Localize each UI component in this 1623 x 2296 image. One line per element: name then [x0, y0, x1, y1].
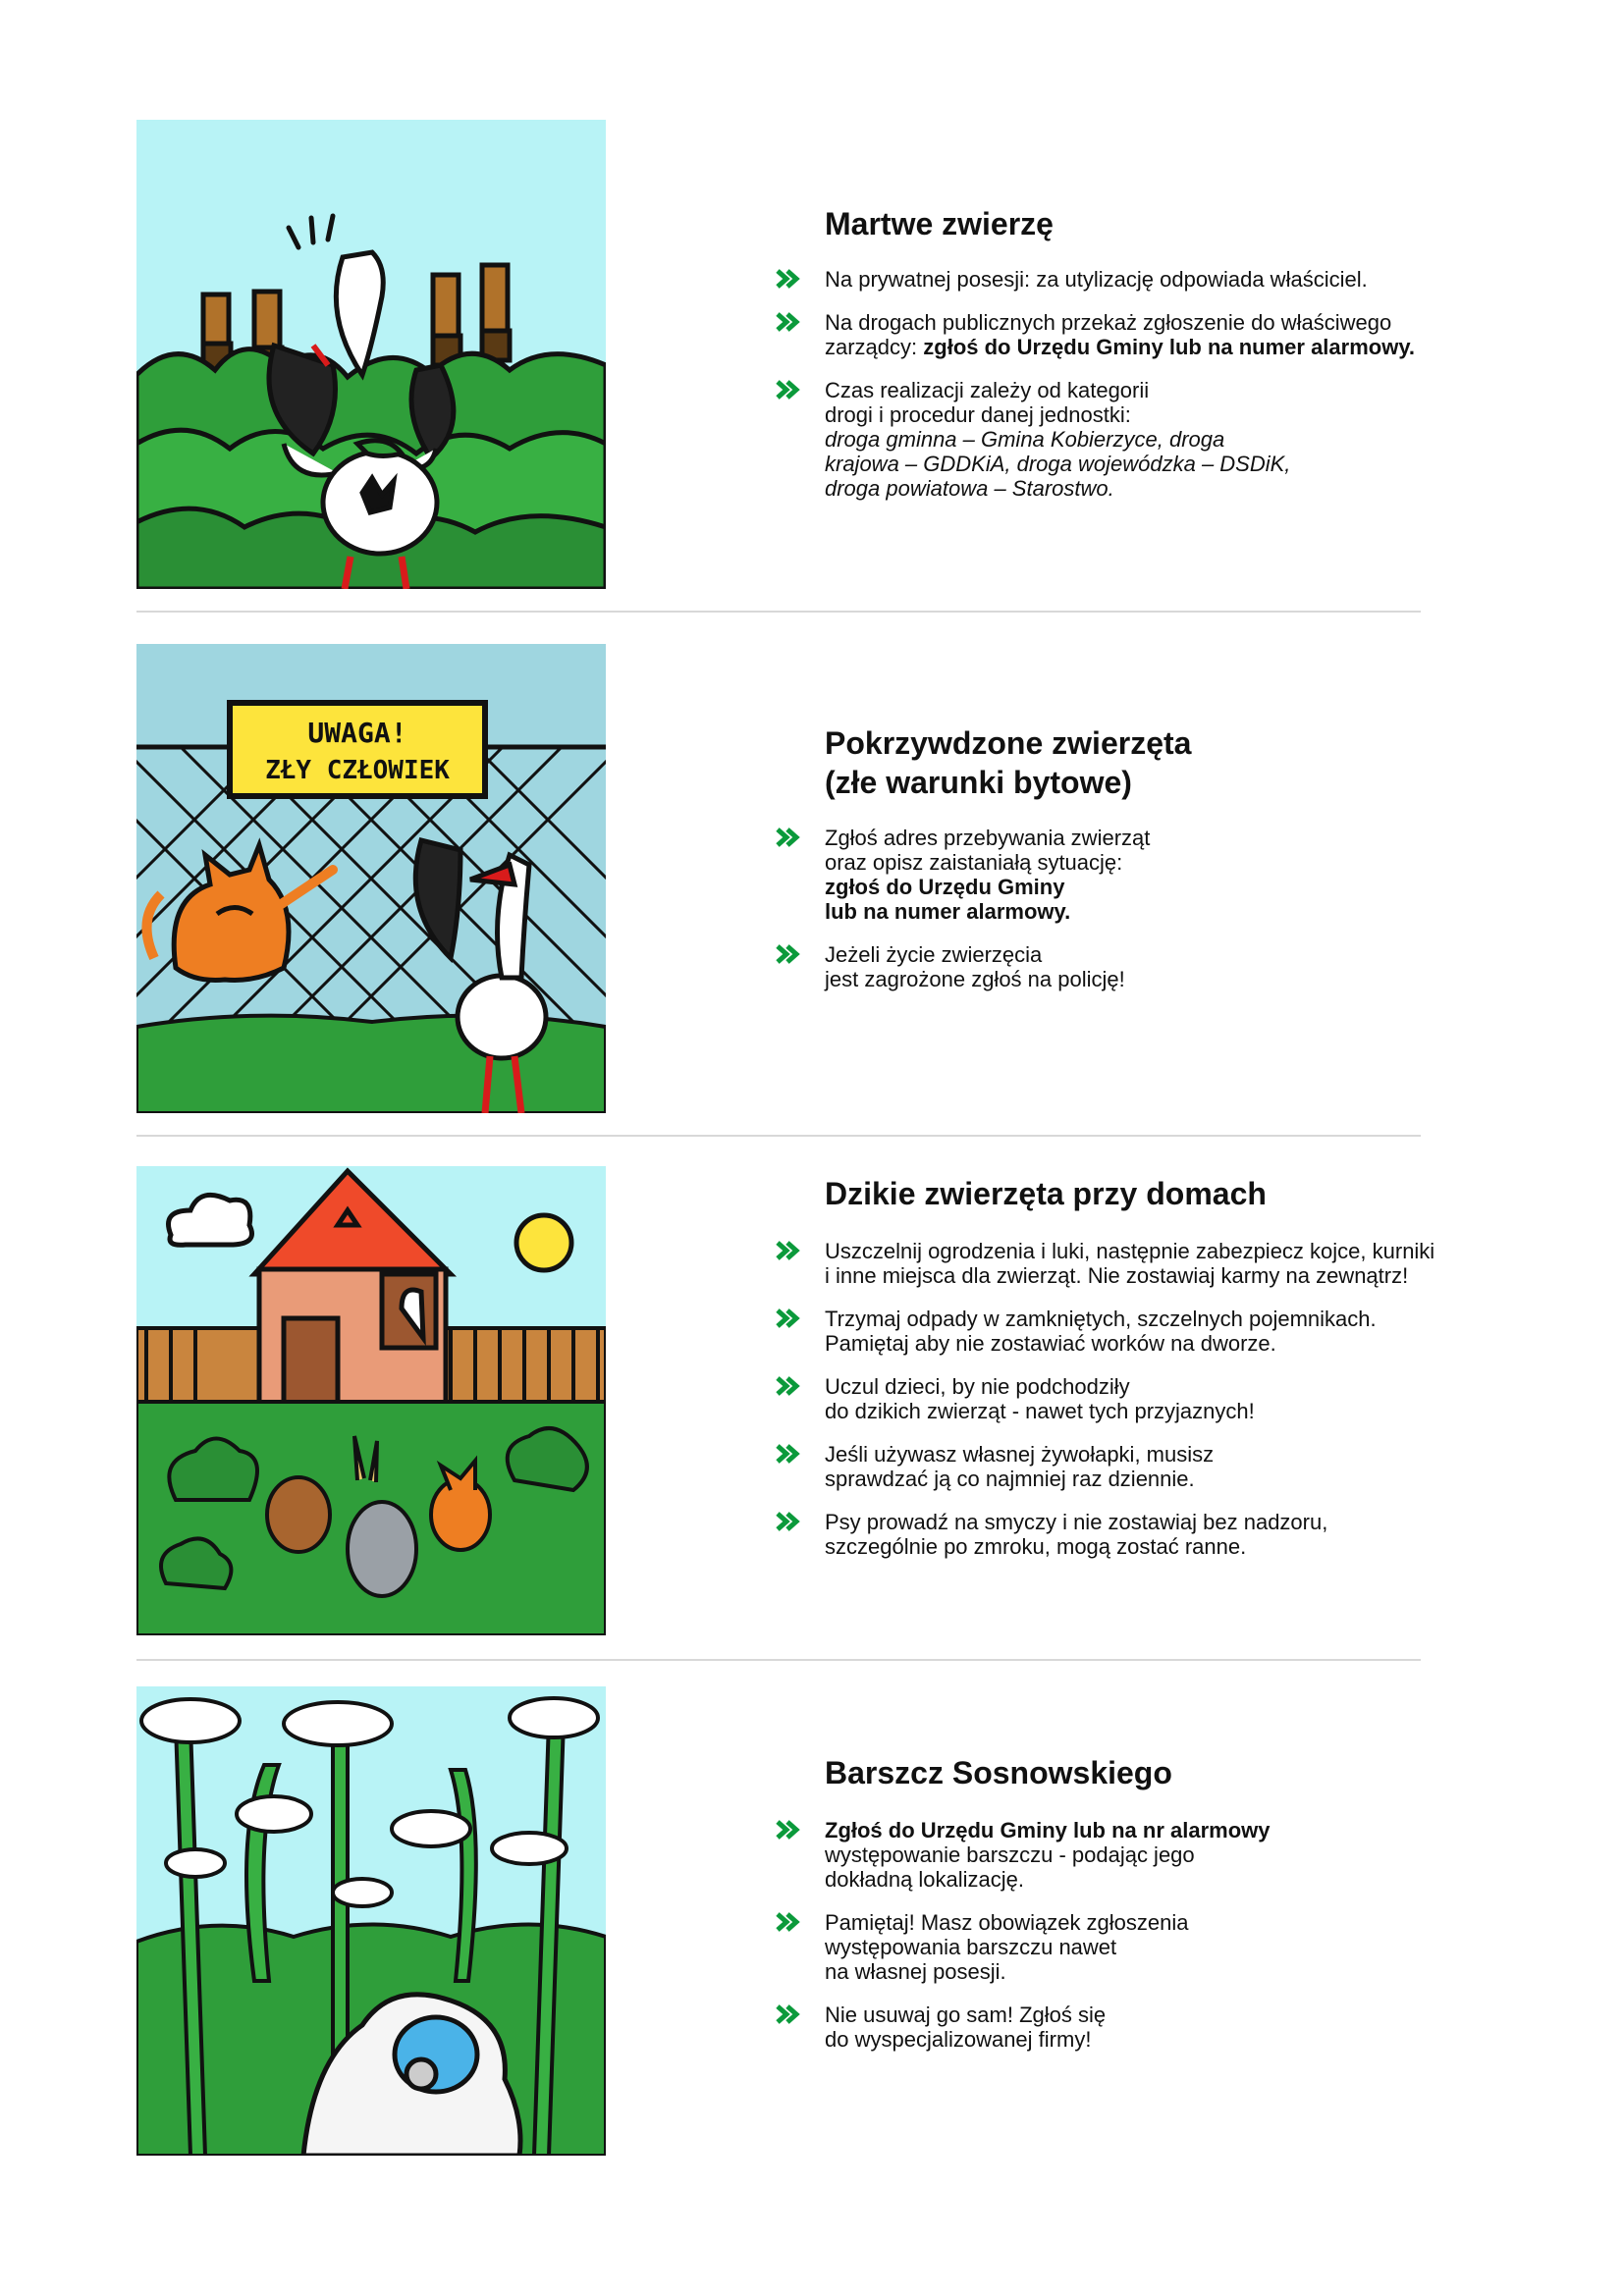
- text-segment: Nie usuwaj go sam! Zgłoś się: [825, 2002, 1107, 2027]
- double-chevron-icon: [776, 1241, 801, 1260]
- text-line: [825, 1510, 1512, 1534]
- text-line: [825, 875, 1512, 899]
- illustration-stork-in-bushes: [136, 120, 606, 589]
- list-item: [825, 1307, 1512, 1356]
- text-segment: krajowa – GDDKiA, droga wojewódzka – DSDiK,: [825, 452, 1291, 476]
- section-title: Dzikie zwierzęta przy domach: [825, 1176, 1267, 1211]
- illustration-house-animals: [136, 1166, 606, 1635]
- text-line: [825, 2027, 1512, 2052]
- text-line: [825, 826, 1512, 850]
- section-title: Martwe zwierzę: [825, 206, 1054, 241]
- list-item: [825, 942, 1512, 991]
- text-line: [825, 1910, 1512, 1935]
- list-item: [825, 1442, 1512, 1491]
- double-chevron-icon: [776, 1376, 801, 1396]
- text-segment: droga powiatowa – Starostwo.: [825, 476, 1114, 501]
- text-segment: dokładną lokalizację.: [825, 1867, 1025, 1892]
- text-line: [825, 1374, 1512, 1399]
- text-line: [825, 1467, 1512, 1491]
- list-item: [825, 826, 1512, 924]
- double-chevron-icon: [776, 380, 801, 400]
- text-segment: i inne miejsca dla zwierząt. Nie zostawiaj karmy na zewnątrz!: [825, 1263, 1409, 1288]
- list-item: [825, 310, 1512, 359]
- divider: [136, 1135, 1421, 1137]
- text-segment: Jeśli używasz własnej żywołapki, musisz: [825, 1442, 1215, 1467]
- text-line: [825, 850, 1512, 875]
- list-item: [825, 1374, 1512, 1423]
- text-line: [825, 1239, 1512, 1263]
- text-segment: Uczul dzieci, by nie podchodziły: [825, 1374, 1130, 1399]
- text-segment: jest zagrożone zgłoś na policję!: [825, 967, 1125, 991]
- text-segment: Jeżeli życie zwierzęcia: [825, 942, 1043, 967]
- text-line: [825, 267, 1512, 292]
- text-line: [825, 427, 1512, 452]
- text-segment: Trzymaj odpady w zamkniętych, szczelnych pojemnikach.: [825, 1307, 1377, 1331]
- text-segment: oraz opisz zaistaniałą sytuację:: [825, 850, 1123, 875]
- stork-bushes-drawing: [136, 120, 606, 589]
- sign-line-1: UWAGA!: [307, 717, 407, 749]
- text-line: [825, 1935, 1512, 1959]
- text-segment: szczególnie po zmroku, mogą zostać ranne.: [825, 1534, 1247, 1559]
- dead-animal-text: [825, 204, 1512, 519]
- hogweed-list: [825, 1818, 1512, 2052]
- text-segment: Zgłoś adres przebywania zwierząt: [825, 826, 1151, 850]
- text-segment: lub na numer alarmowy.: [825, 899, 1071, 924]
- text-segment: droga gminna – Gmina Kobierzyce, droga: [825, 427, 1225, 452]
- double-chevron-icon: [776, 1444, 801, 1464]
- text-segment: Pamiętaj! Masz obowiązek zgłoszenia: [825, 1910, 1189, 1935]
- text-segment: zgłoś do Urzędu Gminy: [825, 875, 1065, 899]
- dead-animal-list: [825, 267, 1512, 501]
- text-segment: zgłoś do Urzędu Gminy lub na numer alarmowy.: [923, 335, 1416, 359]
- text-line: [825, 1867, 1512, 1892]
- text-line: [825, 1842, 1512, 1867]
- double-chevron-icon: [776, 1512, 801, 1531]
- text-line: [825, 1263, 1512, 1288]
- text-line: [825, 1959, 1512, 1984]
- double-chevron-icon: [776, 2004, 801, 2024]
- section-title: Barszcz Sosnowskiego: [825, 1755, 1172, 1790]
- list-item: [825, 1239, 1512, 1288]
- text-segment: Pamiętaj aby nie zostawiać worków na dworze.: [825, 1331, 1276, 1356]
- text-line: [825, 335, 1512, 359]
- text-segment: drogi i procedur danej jednostki:: [825, 402, 1131, 427]
- text-line: [825, 1399, 1512, 1423]
- text-line: [825, 476, 1512, 501]
- text-segment: Na prywatnej posesji: za utylizację odpowiada właściciel.: [825, 267, 1368, 292]
- double-chevron-icon: [776, 269, 801, 289]
- list-item: [825, 1510, 1512, 1559]
- text-segment: na własnej posesji.: [825, 1959, 1006, 1984]
- text-segment: Uszczelnij ogrodzenia i luki, następnie zabezpiecz kojce, kurniki: [825, 1239, 1435, 1263]
- sign-line-2: ZŁY CZŁOWIEK: [265, 756, 450, 785]
- text-segment: Na drogach publicznych przekaż zgłoszenie do właściwego: [825, 310, 1392, 335]
- text-segment: występowania barszczu nawet: [825, 1935, 1117, 1959]
- text-segment: do dzikich zwierząt - nawet tych przyjaznych!: [825, 1399, 1255, 1423]
- list-item: [825, 2002, 1512, 2052]
- hogweed-text: [825, 1753, 1512, 2070]
- section-title: Pokrzywdzone zwierzęta (złe warunki bytowe): [825, 725, 1192, 800]
- list-item: [825, 267, 1512, 292]
- double-chevron-icon: [776, 828, 801, 847]
- double-chevron-icon: [776, 1308, 801, 1328]
- double-chevron-icon: [776, 1912, 801, 1932]
- text-segment: Psy prowadź na smyczy i nie zostawiaj bez nadzoru,: [825, 1510, 1328, 1534]
- double-chevron-icon: [776, 312, 801, 332]
- text-line: [825, 452, 1512, 476]
- text-line: [825, 1534, 1512, 1559]
- harmed-animals-text: [825, 723, 1512, 1010]
- divider: [136, 611, 1421, 613]
- text-line: [825, 967, 1512, 991]
- text-segment: Zgłoś do Urzędu Gminy lub na nr alarmowy: [825, 1818, 1271, 1842]
- text-segment: zarządcy:: [825, 335, 924, 359]
- text-segment: występowanie barszczu - podając jego: [825, 1842, 1195, 1867]
- harmed-animals-list: [825, 826, 1512, 991]
- double-chevron-icon: [776, 1820, 801, 1840]
- text-line: [825, 378, 1512, 402]
- text-line: [825, 402, 1512, 427]
- illustration-hogweed-protective-suit: [136, 1686, 606, 2156]
- text-segment: do wyspecjalizowanej firmy!: [825, 2027, 1092, 2052]
- fence-sign-drawing: [136, 644, 606, 1113]
- text-segment: sprawdzać ją co najmniej raz dziennie.: [825, 1467, 1195, 1491]
- list-item: [825, 378, 1512, 501]
- divider: [136, 1659, 1421, 1661]
- list-item: [825, 1910, 1512, 1984]
- wild-animals-text: [825, 1174, 1512, 1577]
- text-line: [825, 1818, 1512, 1842]
- sun-icon: [516, 1215, 571, 1270]
- text-line: [825, 1331, 1512, 1356]
- illustration-fence-sign: [136, 644, 606, 1113]
- wild-animals-list: [825, 1239, 1512, 1559]
- text-line: [825, 1442, 1512, 1467]
- text-line: [825, 2002, 1512, 2027]
- double-chevron-icon: [776, 944, 801, 964]
- text-line: [825, 1307, 1512, 1331]
- text-line: [825, 310, 1512, 335]
- text-segment: Czas realizacji zależy od kategorii: [825, 378, 1150, 402]
- list-item: [825, 1818, 1512, 1892]
- house-animals-drawing: [136, 1166, 606, 1635]
- hogweed-drawing: [136, 1686, 606, 2156]
- text-line: [825, 942, 1512, 967]
- text-line: [825, 899, 1512, 924]
